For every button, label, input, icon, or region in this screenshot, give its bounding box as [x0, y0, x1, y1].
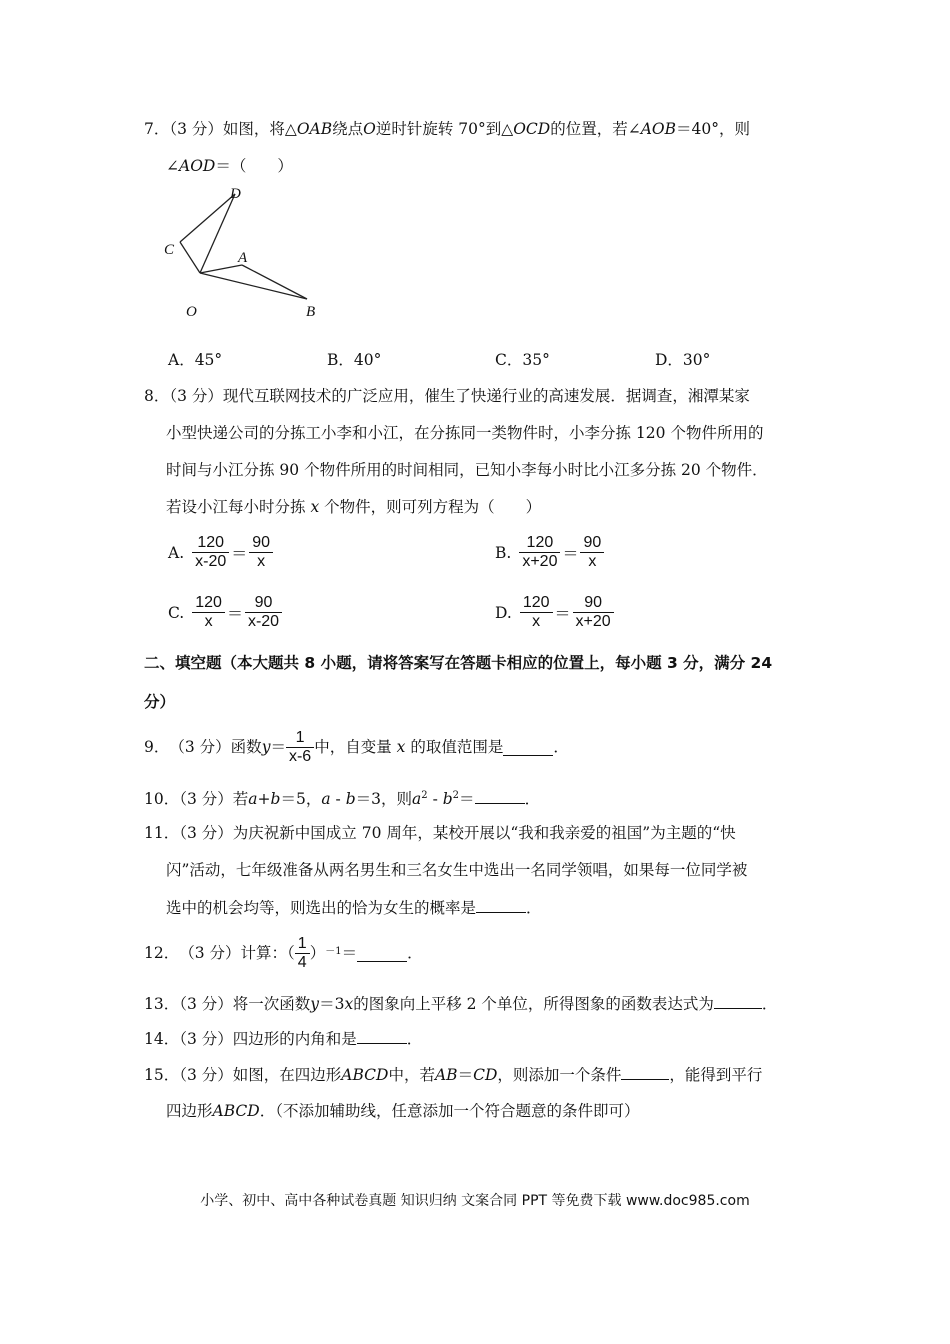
q10-line — [144, 785, 540, 810]
q14-score: （3 分） — [179, 1030, 233, 1048]
denominator: x+20 — [519, 552, 560, 571]
q13-y: y — [310, 995, 320, 1013]
q7-text: ＝（ ） — [215, 157, 293, 175]
option-label: A. — [168, 543, 185, 562]
q10-op: - — [330, 790, 346, 809]
q9-score: （3 分） — [169, 738, 231, 756]
q13-text: 的图象向上平移 2 个单位，所得图象的函数表达式为 — [353, 995, 714, 1013]
numerator: 120 — [195, 594, 222, 611]
q9-line — [144, 727, 569, 767]
q8-text: 若设小江每小时分拣 — [166, 498, 306, 516]
q8-line-4 — [166, 496, 541, 518]
q15-text: 四边形 — [166, 1102, 213, 1120]
q12-fraction — [295, 935, 310, 972]
denominator: 4 — [295, 953, 310, 972]
segment-oc — [180, 242, 200, 273]
q10-text: ＝ — [459, 790, 475, 809]
q10-exponent: 2 — [421, 790, 428, 801]
q7-option-a[interactable]: A．45° — [168, 351, 223, 369]
q9-equals: ＝ — [270, 738, 286, 756]
fraction — [245, 594, 282, 631]
fraction — [192, 594, 225, 631]
q9-x: x — [396, 738, 406, 756]
q10-var: a — [248, 790, 258, 809]
numerator: 1 — [297, 934, 307, 952]
q13-end: ． — [761, 995, 778, 1013]
q15-abcd: ABCD — [341, 1066, 389, 1084]
label-d: D — [230, 186, 241, 202]
q10-op: - — [427, 790, 443, 809]
fraction — [573, 594, 614, 631]
q11-line-1 — [144, 822, 736, 844]
equals-sign: ＝ — [562, 544, 579, 563]
denominator: x — [520, 612, 553, 631]
q15-text: ，则添加一个条件 — [497, 1066, 622, 1084]
q15-text: ．（不添加辅助线，任意添加一个符合题意的条件即可） — [259, 1102, 640, 1120]
q14-answer-blank[interactable] — [357, 1027, 407, 1044]
segment-oa — [200, 265, 242, 273]
q7-option-c[interactable]: C．35° — [495, 351, 550, 369]
q10-exponent: 2 — [452, 790, 460, 801]
q13-line — [144, 992, 777, 1015]
segment-od — [200, 194, 235, 273]
denominator: x — [580, 552, 604, 571]
q15-abcd: ABCD — [212, 1102, 260, 1120]
q7-option-b[interactable]: B．40° — [327, 351, 382, 369]
equals-sign: ＝ — [554, 604, 571, 623]
label-o: O — [186, 304, 197, 320]
numerator: 90 — [583, 534, 602, 551]
q10-op: + — [257, 790, 271, 809]
q12-score: （3 分） — [179, 944, 241, 962]
q7-text: 绕点 — [332, 120, 364, 138]
q8-option-c[interactable] — [168, 594, 282, 631]
q12-number: 12． — [144, 944, 180, 962]
q14-line — [144, 1027, 422, 1050]
q15-text: ＝ — [457, 1066, 474, 1084]
q8-x: x — [310, 498, 320, 516]
q12-text: 计算：（ — [240, 944, 295, 962]
q15-text: 如图，在四边形 — [232, 1066, 342, 1084]
q10-text: ＝3，则 — [355, 790, 413, 809]
q12-text: ） — [309, 944, 326, 962]
q15-ab: AB — [434, 1066, 458, 1084]
q7-aob: AOB — [640, 120, 676, 138]
q9-text: 函数 — [230, 738, 262, 756]
q11-score: （3 分） — [179, 824, 233, 842]
q15-number: 15． — [144, 1066, 180, 1084]
q13-text: 将一次函数 — [232, 995, 311, 1013]
segment-cd — [180, 194, 235, 242]
q14-text: 四边形的内角和是 — [232, 1030, 357, 1048]
q8-text: 个物件，则可列方程为（ ） — [324, 498, 542, 516]
q10-number: 10． — [144, 790, 180, 809]
q8-line-1 — [144, 385, 750, 407]
segment-ob — [200, 273, 307, 299]
numerator: 90 — [252, 534, 271, 551]
q7-text: 的位置，若∠ — [550, 120, 641, 138]
q11-text: 选中的机会均等，则选出的恰为女生的概率是 — [166, 899, 477, 917]
q8-score: （3 分） — [169, 387, 223, 405]
denominator: x — [192, 612, 225, 631]
q7-line-2 — [166, 155, 293, 177]
q7-line-1 — [144, 118, 750, 140]
q9-answer-blank[interactable] — [503, 739, 553, 756]
q9-text: 中，自变量 — [314, 738, 392, 756]
q15-line-1 — [144, 1063, 762, 1086]
q12-line — [144, 933, 423, 973]
q10-var: a — [412, 790, 422, 809]
denominator: x-20 — [245, 612, 282, 631]
q15-score: （3 分） — [179, 1066, 233, 1084]
q11-answer-blank[interactable] — [476, 896, 526, 913]
q12-end: ． — [407, 944, 423, 962]
q10-var: b — [345, 790, 356, 809]
q9-number: 9． — [144, 738, 170, 756]
q12-answer-blank[interactable] — [357, 945, 407, 962]
q7-text: ＝40°，则 — [676, 120, 750, 138]
q14-end: ． — [406, 1030, 423, 1048]
fraction — [519, 534, 560, 571]
option-label: D. — [495, 603, 512, 622]
numerator: 120 — [526, 534, 554, 551]
q15-answer-blank[interactable] — [621, 1063, 669, 1080]
option-label: B. — [495, 543, 512, 562]
q13-number: 13． — [144, 995, 180, 1013]
denominator: x-6 — [286, 747, 314, 766]
q7-number: 7． — [144, 120, 170, 138]
q10-text: 若 — [232, 790, 249, 809]
q7-option-d[interactable]: D．30° — [655, 351, 711, 369]
q9-end: ． — [553, 738, 569, 756]
denominator: x — [249, 552, 273, 571]
option-label: C. — [168, 603, 185, 622]
q15-text: 中，若 — [388, 1066, 435, 1084]
q7-aod: AOD — [179, 157, 216, 175]
fraction — [192, 534, 229, 571]
q12-exponent: －1 — [325, 946, 342, 957]
q8-option-a[interactable] — [168, 534, 273, 571]
q7-text: 逆时针旋转 70°到△ — [375, 120, 514, 138]
q8-option-b[interactable] — [495, 534, 604, 571]
q8-text: 现代互联网技术的广泛应用，催生了快递行业的高速发展．据调查，湘潭某家 — [222, 387, 750, 405]
q7-ocd: OCD — [513, 120, 551, 138]
equals-sign: ＝ — [231, 544, 248, 563]
numerator: 90 — [254, 594, 273, 611]
q13-x: x — [344, 995, 354, 1013]
fraction — [520, 594, 553, 631]
q11-end: ． — [526, 899, 542, 917]
fraction — [249, 534, 273, 571]
equals-sign: ＝ — [226, 604, 243, 623]
q10-text: ＝5， — [280, 790, 322, 809]
q7-rotation-figure — [160, 182, 330, 322]
q8-option-d[interactable] — [495, 594, 614, 631]
q7-angle-sign: ∠ — [166, 157, 179, 175]
q11-text: 为庆祝新中国成立 70 周年，某校开展以“我和我亲爱的祖国”为主题的“快 — [232, 824, 736, 842]
q10-end: ． — [524, 790, 541, 809]
q10-var: b — [270, 790, 281, 809]
q12-text: ＝ — [341, 944, 358, 962]
q13-answer-blank[interactable] — [714, 992, 762, 1009]
q9-text: 的取值范围是 — [410, 738, 504, 756]
q13-score: （3 分） — [179, 995, 233, 1013]
label-a: A — [238, 250, 248, 266]
q7-score: （3 分） — [169, 120, 223, 138]
page-footer: 小学、初中、高中各种试卷真题 知识归纳 文案合同 PPT 等免费下载 www.doc985.com — [200, 1193, 750, 1209]
label-b: B — [306, 304, 316, 320]
numerator: 1 — [295, 728, 305, 746]
q13-text: ＝3 — [319, 995, 345, 1013]
q15-line-2 — [166, 1100, 639, 1122]
section-2-heading-cont: 分） — [144, 693, 176, 711]
numerator: 120 — [197, 534, 225, 551]
q11-line-2: 闪”活动，七年级准备从两名男生和三名女生中选出一名同学领唱，如果每一位同学被 — [166, 861, 748, 879]
numerator: 120 — [522, 594, 550, 611]
q7-o: O — [363, 120, 376, 138]
section-2-heading: 二、填空题（本大题共 8 小题，请将答案写在答题卡相应的位置上，每小题 3 分，满分 24 — [144, 654, 773, 672]
q15-text: ，能得到平行 — [669, 1066, 763, 1084]
q7-text: 如图，将△ — [222, 120, 297, 138]
q10-var: b — [442, 790, 453, 809]
q8-line-2: 小型快递公司的分拣工小李和小江，在分拣同一类物件时，小李分拣 120 个物件所用的 — [166, 424, 764, 442]
q10-var: a — [321, 790, 331, 809]
segment-ab — [242, 265, 307, 299]
q10-answer-blank[interactable] — [475, 787, 525, 804]
q10-score: （3 分） — [179, 790, 233, 809]
denominator: x+20 — [573, 612, 614, 631]
q14-number: 14． — [144, 1030, 180, 1048]
q11-number: 11． — [144, 824, 180, 842]
q9-fraction — [286, 729, 314, 766]
denominator: x-20 — [192, 552, 229, 571]
q15-cd: CD — [473, 1066, 498, 1084]
q9-y: y — [261, 738, 271, 756]
q11-line-3 — [166, 896, 542, 919]
q7-oab: OAB — [296, 120, 333, 138]
label-c: C — [164, 242, 175, 258]
q8-number: 8． — [144, 387, 170, 405]
numerator: 90 — [584, 594, 602, 611]
fraction — [580, 534, 604, 571]
q8-line-3: 时间与小江分拣 90 个物件所用的时间相同，已知小李每小时比小江多分拣 20 个物件． — [166, 461, 768, 479]
